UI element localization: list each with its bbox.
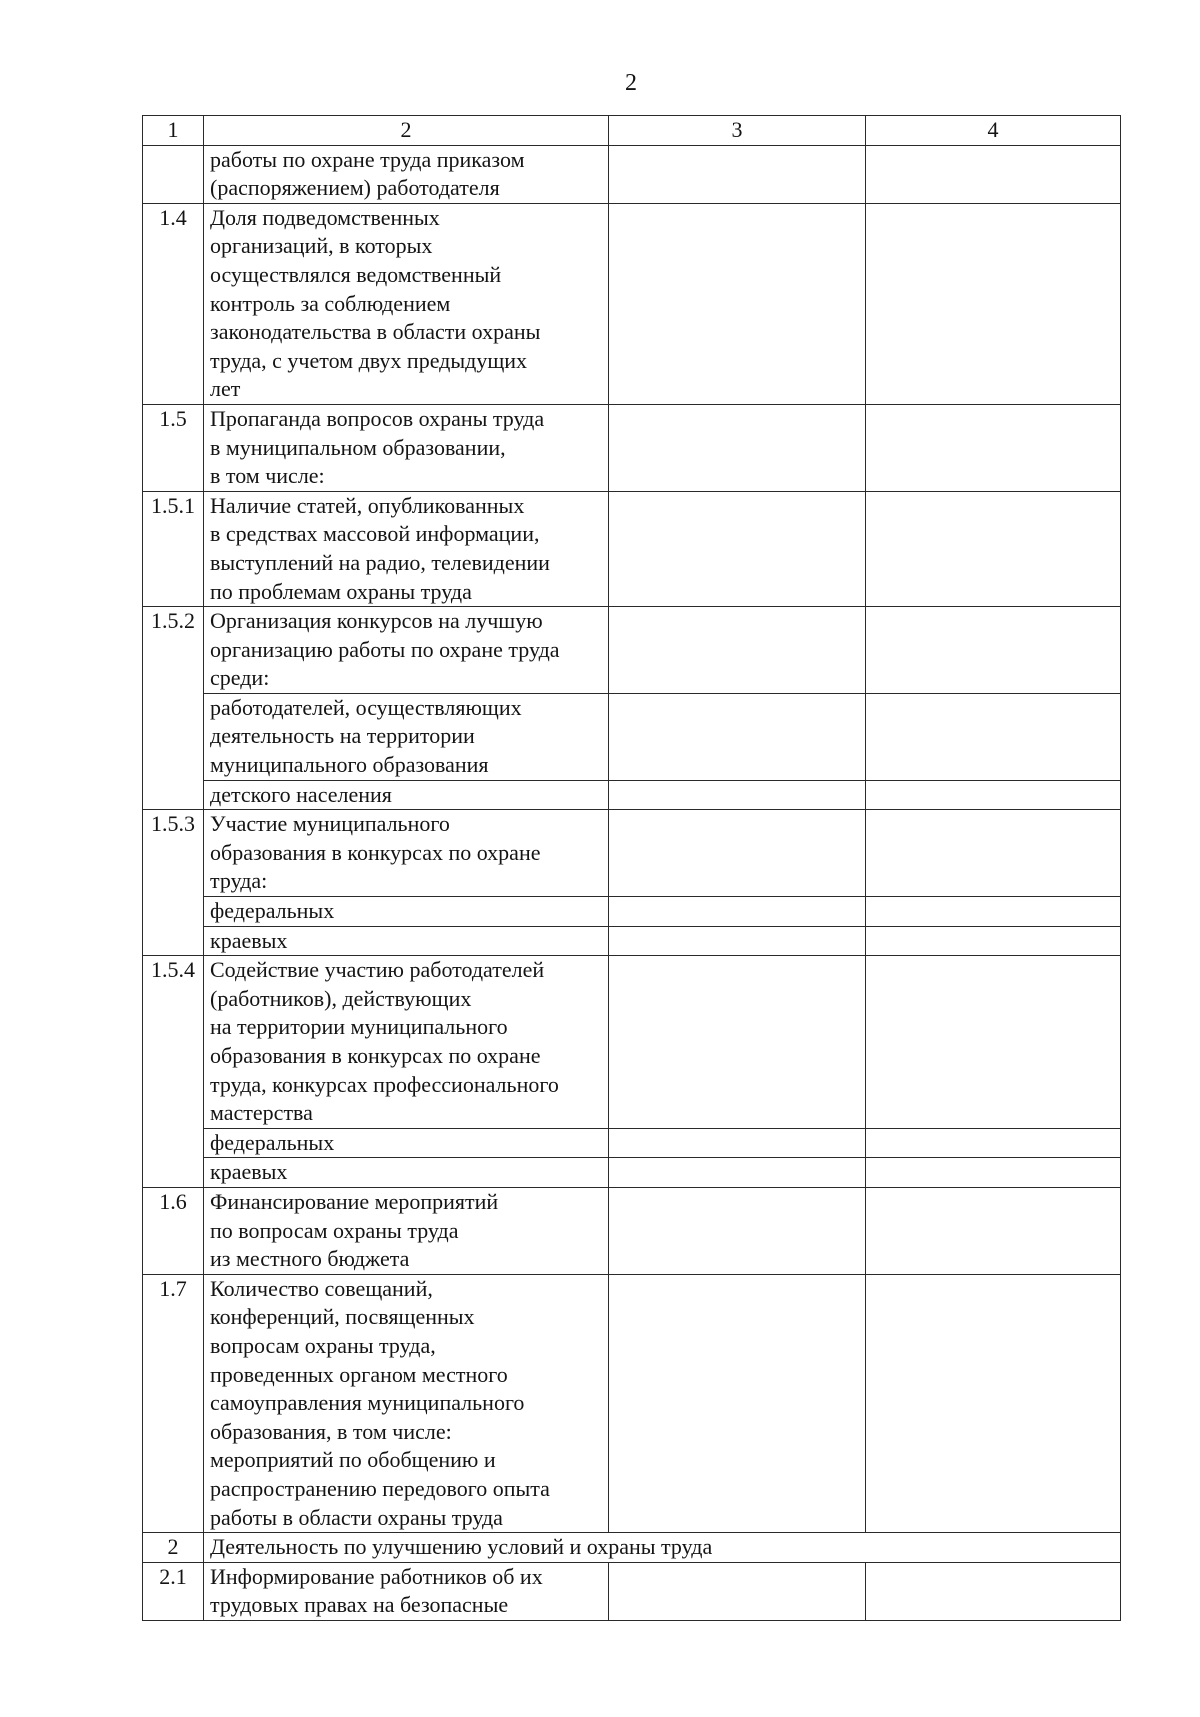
table-row — [143, 1128, 1121, 1158]
row-description — [204, 404, 609, 491]
description-line: конференций, посвященных — [210, 1304, 475, 1330]
section-title — [204, 1533, 1121, 1563]
description-line: в средствах массовой информации, — [210, 521, 540, 547]
description-line: образования, в том числе: — [210, 1418, 452, 1444]
row-number: 1.5.4 — [143, 956, 204, 1188]
value-cell-3 — [609, 607, 866, 694]
description-line: выступлений на радио, телевидении — [210, 549, 550, 575]
row-description — [204, 693, 609, 780]
value-cell-4 — [866, 810, 1121, 897]
row-description — [204, 491, 609, 606]
value-cell-4 — [866, 1128, 1121, 1158]
value-cell-3 — [609, 780, 866, 810]
row-description — [204, 810, 609, 897]
value-cell-4 — [866, 404, 1121, 491]
value-cell-4 — [866, 491, 1121, 606]
description-line: Участие муниципального — [210, 811, 450, 837]
row-number: 1.5.1 — [143, 491, 204, 606]
row-description — [204, 145, 609, 203]
report-table — [142, 115, 1121, 1621]
table-row — [143, 693, 1121, 780]
description-line: федеральных — [210, 1129, 335, 1155]
value-cell-4 — [866, 145, 1121, 203]
description-line: из местного бюджета — [210, 1246, 410, 1272]
description-line: работы по охране труда приказом — [210, 146, 525, 172]
value-cell-4 — [866, 1274, 1121, 1532]
value-cell-3 — [609, 1274, 866, 1532]
value-cell-4 — [866, 926, 1121, 956]
description-line: Наличие статей, опубликованных — [210, 492, 525, 518]
description-line: законодательства в области охраны — [210, 319, 541, 345]
row-description — [204, 1158, 609, 1188]
row-number: 1.5 — [143, 404, 204, 491]
description-line: детского населения — [210, 781, 392, 807]
value-cell-3 — [609, 491, 866, 606]
description-line: работы в области охраны труда — [210, 1504, 503, 1530]
description-line: мероприятий по обобщению и — [210, 1447, 496, 1473]
description-line: Организация конкурсов на лучшую — [210, 608, 543, 634]
table-row — [143, 1274, 1121, 1532]
row-description — [204, 897, 609, 927]
value-cell-4 — [866, 1187, 1121, 1274]
row-description — [204, 607, 609, 694]
value-cell-4 — [866, 956, 1121, 1129]
description-line: среди: — [210, 665, 270, 691]
description-line: краевых — [210, 1159, 288, 1185]
row-number: 1.5.3 — [143, 810, 204, 956]
row-number — [143, 145, 204, 203]
value-cell-3 — [609, 203, 866, 404]
value-cell-4 — [866, 693, 1121, 780]
value-cell-4 — [866, 607, 1121, 694]
value-cell-4 — [866, 1158, 1121, 1188]
description-line: (распоряжением) работодателя — [210, 175, 500, 201]
value-cell-3 — [609, 897, 866, 927]
header-cell-2: 2 — [204, 116, 609, 146]
description-line: в том числе: — [210, 463, 325, 489]
description-line: муниципального образования — [210, 752, 489, 778]
table-row — [143, 491, 1121, 606]
description-line: контроль за соблюдением — [210, 290, 451, 316]
table-row — [143, 926, 1121, 956]
description-line: труда, с учетом двух предыдущих — [210, 347, 528, 373]
value-cell-3 — [609, 926, 866, 956]
table-row — [143, 897, 1121, 927]
page-number: 2 — [625, 70, 637, 96]
value-cell-3 — [609, 404, 866, 491]
table-row — [143, 145, 1121, 203]
value-cell-3 — [609, 145, 866, 203]
header-cell-3: 3 — [609, 116, 866, 146]
value-cell-3 — [609, 956, 866, 1129]
row-description — [204, 203, 609, 404]
description-line: организацию работы по охране труда — [210, 636, 560, 662]
value-cell-4 — [866, 203, 1121, 404]
table-row — [143, 780, 1121, 810]
row-number: 1.6 — [143, 1187, 204, 1274]
table-row — [143, 1562, 1121, 1620]
description-line: Содействие участию работодателей — [210, 957, 545, 983]
description-line: труда, конкурсах профессионального — [210, 1071, 559, 1097]
value-cell-3 — [609, 810, 866, 897]
table-row — [143, 956, 1121, 1129]
description-line: труда: — [210, 868, 268, 894]
row-description — [204, 1274, 609, 1532]
description-line: на территории муниципального — [210, 1014, 508, 1040]
description-line: вопросам охраны труда, — [210, 1332, 436, 1358]
description-line: организаций, в которых — [210, 233, 433, 259]
value-cell-4 — [866, 780, 1121, 810]
value-cell-3 — [609, 693, 866, 780]
row-number: 2.1 — [143, 1562, 204, 1620]
value-cell-3 — [609, 1562, 866, 1620]
description-line: трудовых правах на безопасные — [210, 1592, 509, 1618]
description-line: (работников), действующих — [210, 985, 472, 1011]
description-line: деятельность на территории — [210, 723, 475, 749]
value-cell-3 — [609, 1158, 866, 1188]
value-cell-4 — [866, 1562, 1121, 1620]
row-number: 1.4 — [143, 203, 204, 404]
description-line: Информирование работников об их — [210, 1563, 543, 1589]
table-row — [143, 1187, 1121, 1274]
description-line: самоуправления муниципального — [210, 1390, 525, 1416]
row-number: 1.7 — [143, 1274, 204, 1532]
section-row — [143, 1533, 1121, 1563]
header-cell-1: 1 — [143, 116, 204, 146]
description-line: по проблемам охраны труда — [210, 578, 472, 604]
description-line: Количество совещаний, — [210, 1275, 433, 1301]
description-line: Доля подведомственных — [210, 204, 440, 230]
description-line: мастерства — [210, 1100, 313, 1126]
description-line: Деятельность по улучшению условий и охраны труда — [210, 1534, 713, 1560]
description-line: проведенных органом местного — [210, 1361, 508, 1387]
value-cell-3 — [609, 1128, 866, 1158]
table-header-row — [143, 116, 1121, 146]
description-line: Пропаганда вопросов охраны труда — [210, 405, 545, 431]
header-cell-4: 4 — [866, 116, 1121, 146]
row-description — [204, 1562, 609, 1620]
description-line: осуществлялся ведомственный — [210, 261, 502, 287]
description-line: образования в конкурсах по охране — [210, 1043, 541, 1068]
description-line: лет — [210, 376, 241, 402]
description-line: работодателей, осуществляющих — [210, 694, 522, 720]
table-row — [143, 810, 1121, 897]
row-description — [204, 956, 609, 1129]
table-row — [143, 1158, 1121, 1188]
value-cell-3 — [609, 1187, 866, 1274]
row-description — [204, 926, 609, 956]
description-line: распространению передового опыта — [210, 1475, 550, 1501]
description-line: образования в конкурсах по охране — [210, 839, 541, 865]
table-row — [143, 203, 1121, 404]
table-row — [143, 607, 1121, 694]
table-row — [143, 404, 1121, 491]
row-description — [204, 1187, 609, 1274]
description-line: Финансирование мероприятий — [210, 1188, 499, 1214]
row-description — [204, 1128, 609, 1158]
value-cell-4 — [866, 897, 1121, 927]
description-line: краевых — [210, 927, 288, 953]
row-number: 1.5.2 — [143, 607, 204, 810]
row-description — [204, 780, 609, 810]
description-line: в муниципальном образовании, — [210, 434, 506, 460]
row-number: 2 — [143, 1533, 204, 1563]
description-line: по вопросам охраны труда — [210, 1217, 459, 1243]
description-line: федеральных — [210, 898, 335, 924]
